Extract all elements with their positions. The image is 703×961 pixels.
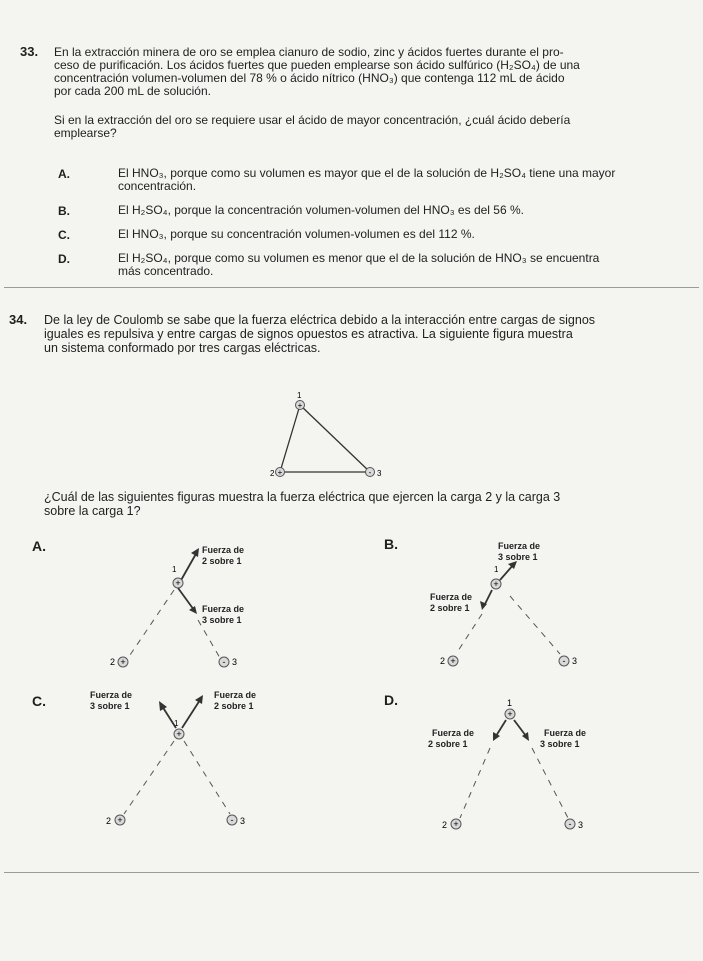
figure-d-charge-2-sign: + [453, 819, 459, 829]
option-33a-letter: A. [58, 167, 70, 181]
figure-a-charge-3-sign: - [222, 657, 226, 667]
figure-b-top-label-line-2: 3 sobre 1 [498, 552, 538, 562]
figure-d-dashed-left [460, 748, 490, 818]
figure-d-letter[interactable]: D. [384, 692, 398, 708]
figure-d-charge-3-label: 3 [578, 820, 584, 830]
section-divider-top [4, 287, 699, 288]
option-33d-letter: D. [58, 252, 70, 266]
option-33c-line-1[interactable]: El HNO₃, porque su concentración volumen-volumen es del 112 %. [118, 227, 475, 241]
figure-d-dashed-right [532, 748, 568, 818]
question-33-stem-line-4: por cada 200 mL de solución. [54, 84, 211, 98]
figure-c-charge-3-label: 3 [240, 816, 246, 826]
figure-d-charge-1-sign: + [507, 709, 513, 719]
figure-b-dashed-left [456, 614, 482, 654]
figure-c[interactable] [80, 686, 290, 836]
figure-a-top-label-line-2: 2 sobre 1 [202, 556, 242, 566]
figure-a-force-arrow-upper [180, 552, 197, 582]
figure-d-force-arrow-right [514, 720, 526, 736]
figure-a-bottom-label-line-2: 3 sobre 1 [202, 615, 242, 625]
figure-c-arrowhead-left [159, 701, 167, 711]
charge-3-sign: - [368, 468, 372, 477]
section-divider-bottom [4, 872, 699, 873]
question-34-number: 34. [9, 312, 28, 327]
figure-b-charge-2-sign: + [450, 656, 456, 666]
question-33-prompt-line-1: Si en la extracción del oro se requiere usar el ácido de mayor concentración, ¿cuál ácido debería [54, 113, 571, 127]
option-33b-line-1[interactable]: El H₂SO₄, porque la concentración volumen-volumen del HNO₃ es del 56 %. [118, 203, 524, 217]
figure-b-charge-1-label: 1 [494, 565, 499, 574]
figure-c-dashed-right [184, 741, 230, 814]
figure-b-bottom-label-line-2: 2 sobre 1 [430, 603, 470, 613]
figure-d-force-arrow-left [496, 720, 506, 736]
question-33-prompt-line-2: emplearse? [54, 126, 117, 140]
option-33d-line-1[interactable]: El H₂SO₄, porque como su volumen es menor que el de la solución de HNO₃ se encuentra [118, 251, 600, 265]
question-33-number: 33. [20, 44, 39, 59]
option-33b-letter: B. [58, 204, 70, 218]
figure-a-charge-1-sign: + [175, 578, 181, 588]
figure-c-letter[interactable]: C. [32, 693, 46, 709]
figure-b-charge-1-sign: + [493, 579, 499, 589]
figure-c-charge-2-sign: + [117, 815, 123, 825]
figure-c-charge-3-sign: - [230, 815, 234, 825]
figure-c-charge-1-label: 1 [174, 719, 179, 728]
charge-3-label: 3 [377, 469, 382, 478]
question-34-stem-line-1: De la ley de Coulomb se sabe que la fuerza eléctrica debido a la interacción entre cargas de signos [44, 313, 596, 327]
option-33c-letter: C. [58, 228, 70, 242]
figure-a-bottom-label-line-1: Fuerza de [202, 604, 245, 614]
figure-a-charge-1-label: 1 [172, 565, 177, 574]
triangle-outline [280, 405, 370, 472]
figure-b-arrowhead-upper [508, 561, 517, 569]
figure-b-bottom-label-line-1: Fuerza de [430, 592, 473, 602]
figure-a-dashed-right [198, 620, 220, 658]
figure-c-dashed-left [124, 741, 174, 814]
figure-b-top-label-line-1: Fuerza de [498, 541, 541, 551]
figure-b[interactable] [420, 536, 610, 676]
figure-a[interactable] [90, 540, 290, 675]
figure-a-charge-3-label: 3 [232, 657, 238, 667]
figure-a-top-label-line-1: Fuerza de [202, 545, 245, 555]
option-33a-line-2[interactable]: concentración. [118, 179, 197, 193]
figure-d-charge-1-label: 1 [507, 698, 513, 708]
charge-2-sign: + [277, 468, 283, 477]
figure-c-charge-1-sign: + [176, 729, 182, 739]
question-33-stem-line-3: concentración volumen-volumen del 78 % o ácido nítrico (HNO₃) que contenga 112 mL de ácido [54, 71, 565, 85]
figure-c-right-label-line-1: Fuerza de [214, 690, 257, 700]
figure-a-letter[interactable]: A. [32, 538, 46, 554]
figure-a-charge-2-sign: + [120, 657, 126, 667]
charge-system-figure [260, 390, 400, 490]
figure-c-charge-2-label: 2 [106, 816, 112, 826]
charge-2-label: 2 [270, 469, 275, 478]
figure-a-dashed-left [128, 590, 174, 658]
figure-d-arrowhead-left [493, 732, 500, 741]
option-33a-line-1[interactable]: El HNO₃, porque como su volumen es mayor que el de la solución de H₂SO₄ tiene una mayor [118, 166, 616, 180]
figure-b-charge-3-label: 3 [572, 656, 578, 666]
question-34-prompt-line-2: sobre la carga 1? [44, 504, 141, 518]
figure-c-left-label-line-1: Fuerza de [90, 690, 133, 700]
figure-d-charge-2-label: 2 [442, 820, 448, 830]
figure-d-right-label-line-2: 3 sobre 1 [540, 739, 580, 749]
charge-1-sign: + [297, 401, 303, 410]
figure-c-right-label-line-2: 2 sobre 1 [214, 701, 254, 711]
figure-b-charge-2-label: 2 [440, 656, 446, 666]
question-34-stem-line-3: un sistema conformado por tres cargas eléctricas. [44, 341, 321, 355]
figure-c-left-label-line-2: 3 sobre 1 [90, 701, 130, 711]
figure-a-force-arrow-lower [178, 588, 194, 610]
figure-b-charge-3-sign: - [562, 656, 566, 666]
figure-d[interactable] [420, 686, 640, 836]
figure-b-dashed-right [510, 596, 560, 654]
figure-d-right-label-line-1: Fuerza de [544, 728, 587, 738]
figure-a-charge-2-label: 2 [110, 657, 116, 667]
figure-d-left-label-line-1: Fuerza de [432, 728, 475, 738]
figure-c-force-arrow-right [182, 700, 200, 728]
question-33-stem-line-1: En la extracción minera de oro se emplea cianuro de sodio, zinc y ácidos fuertes durante el pro- [54, 45, 564, 59]
figure-b-letter[interactable]: B. [384, 536, 398, 552]
charge-1-label: 1 [297, 391, 302, 400]
question-34-stem-line-2: iguales es repulsiva y entre cargas de signos opuestos es atractiva. La siguiente figura muestra [44, 327, 573, 341]
question-34-prompt-line-1: ¿Cuál de las siguientes figuras muestra la fuerza eléctrica que ejercen la carga 2 y la carga 3 [44, 490, 561, 504]
option-33d-line-2[interactable]: más concentrado. [118, 264, 214, 278]
question-33-stem-line-2: ceso de purificación. Los ácidos fuertes que pueden emplearse son ácido sulfúrico (H₂SO₄) de una [54, 58, 580, 72]
figure-d-charge-3-sign: - [568, 819, 572, 829]
figure-d-left-label-line-2: 2 sobre 1 [428, 739, 468, 749]
